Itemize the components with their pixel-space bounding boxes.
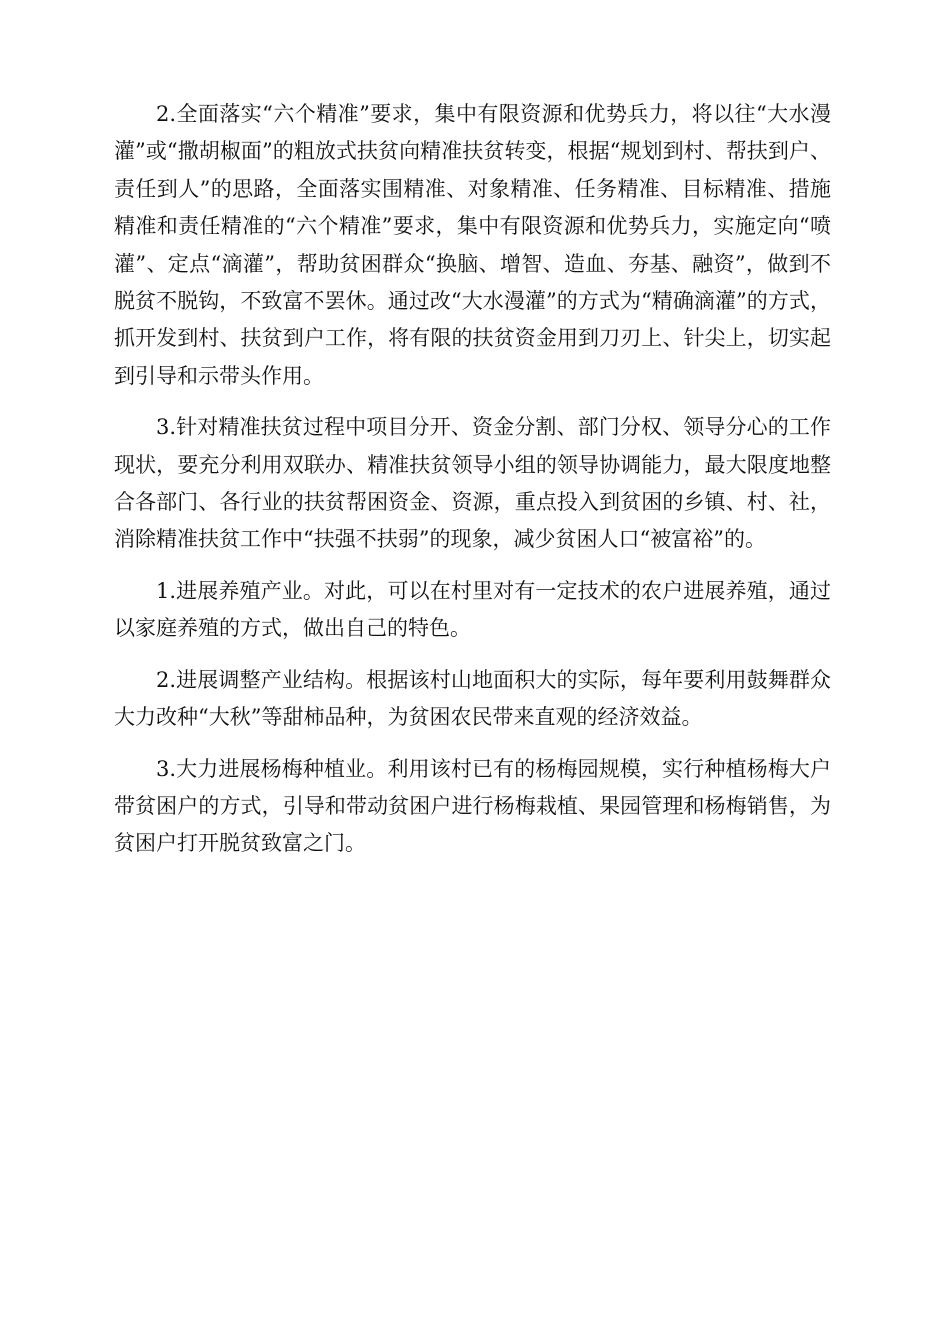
document-body (114, 96, 831, 877)
paragraph-bayberry-planting: 3.大力进展杨梅种植业。利用该村已有的杨梅园规模，实行种植杨梅大户带贫困户的方式，引导和带动贫困户进行杨梅栽植、果园管理和杨梅销售，为贫困户打开脱贫致富之门。 (114, 756, 831, 856)
paragraph-industry-structure: 2.进展调整产业结构。根据该村山地面积大的实际，每年要利用鼓舞群众大力改种“大秋”等甜柿品种，为贫困农民带来直观的经济效益。 (114, 667, 831, 730)
paragraph-breeding-industry: 1.进展养殖产业。对此，可以在村里对有一定技术的农户进展养殖，通过以家庭养殖的方式，做出自己的特色。 (114, 578, 831, 641)
paragraph-precision-requirements: 2.全面落实“六个精准”要求，集中有限资源和优势兵力，将以往“大水漫灌”或“撒胡椒面”的粗放式扶贫向精准扶贫转变，根据“规划到村、帮扶到户、责任到人”的思路，全面落实围精准、对象精准、任务精准、目标精准、措施精准和责任精准的“六个精准”要求，集中有限资源和优势兵力，实施定向“喷灌”、定点“滴灌”，帮助贫困群众“换脑、增智、造血、夯基、融资”，做到不脱贫不脱钩，不致富不罢休。通过改“大水漫灌”的方式为“精确滴灌”的方式，抓开发到村、扶贫到户工作，将有限的扶贫资金用到刀刃上、针尖上，切实起到引导和示带头作用。 (114, 102, 831, 388)
paragraph-resource-integration: 3.针对精准扶贫过程中项目分开、资金分割、部门分权、领导分心的工作现状，要充分利用双联办、精准扶贫领导小组的领导协调能力，最大限度地整合各部门、各行业的扶贫帮困资金、资源，重点投入到贫困的乡镇、村、社，消除精准扶贫工作中“扶强不扶弱”的现象，减少贫困人口“被富裕”的。 (114, 415, 831, 552)
